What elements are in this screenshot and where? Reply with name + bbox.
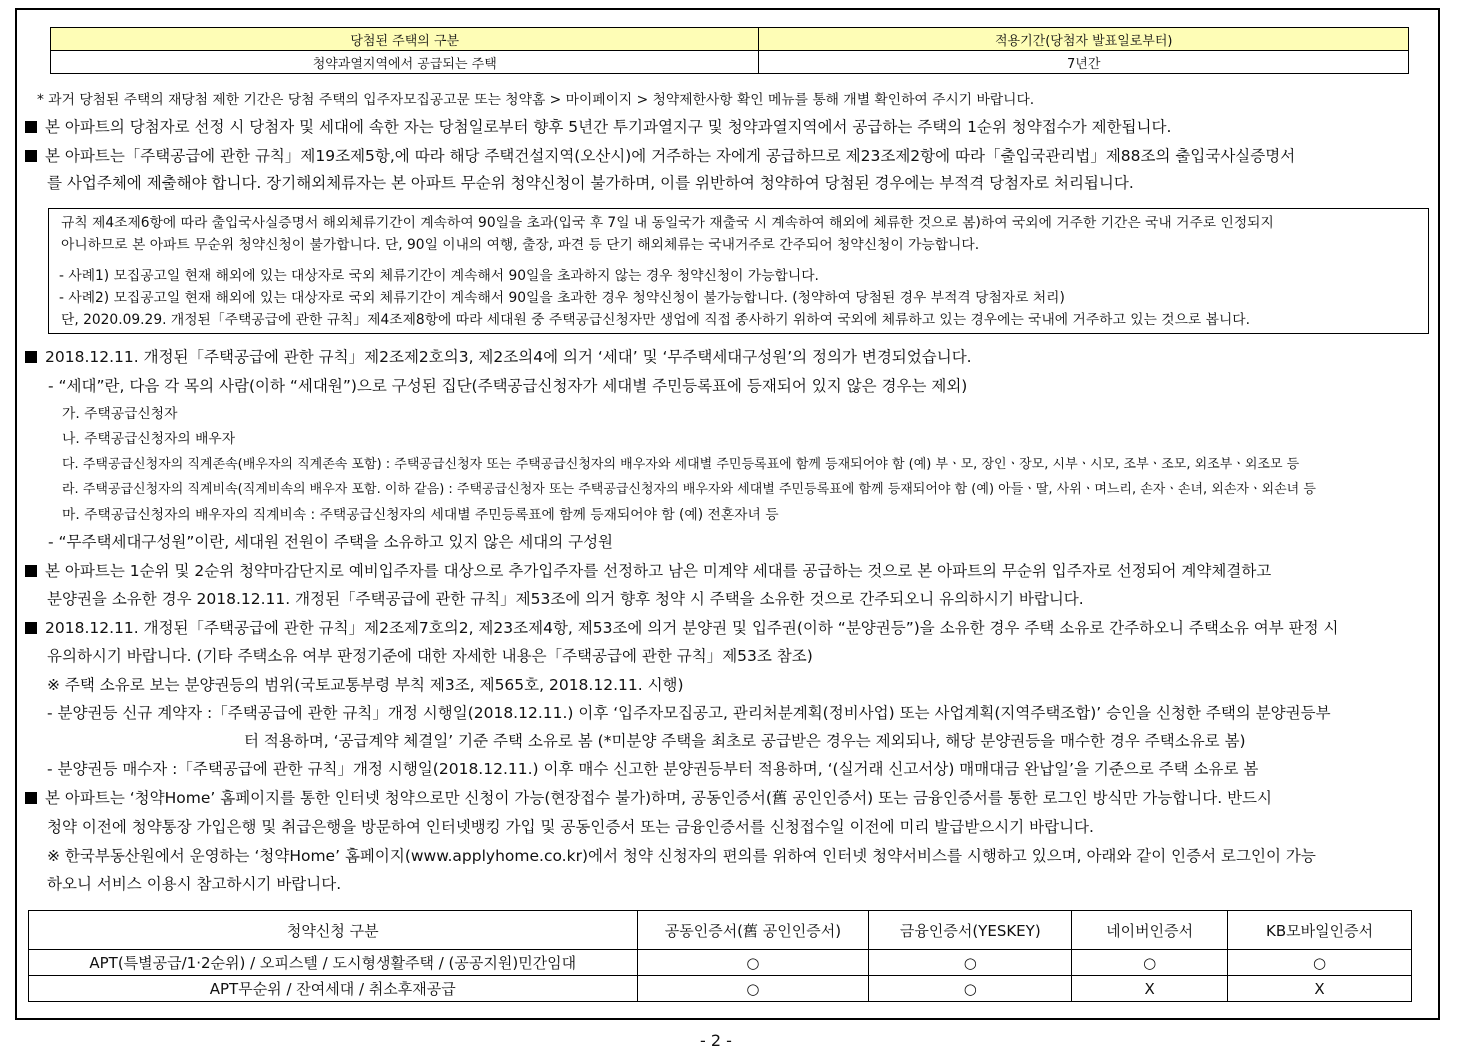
overseas-stay-notice-box	[48, 208, 1429, 334]
notice-line: 규칙 제4조제6항에 따라 출입국사실증명서 해외체류기간이 계속하여 90일을 초과(입국 후 7일 내 동일국가 재출국 시 계속하여 해외에 체류한 것으로 봄)하여 국외에 거주한 기간은 국내 거주로 인정되지	[61, 215, 1274, 231]
bullet-square-icon	[25, 622, 37, 634]
paragraph-internet-application	[25, 788, 1272, 808]
bullet-square-icon	[25, 150, 37, 162]
page-number: - 2 -	[700, 1031, 732, 1050]
cert-cell: ○	[637, 950, 869, 976]
paragraph-text: 본 아파트의 당첨자로 선정 시 당첨자 및 세대에 속한 자는 당첨일로부터 향후 5년간 투기과열지구 및 청약과열지역에서 공급하는 주택의 1순위 청약접수가 제한됩니다.	[45, 118, 1172, 136]
paragraph-text: 2018.12.11. 개정된「주택공급에 관한 규칙」제2조제2호의3, 제2조의4에 의거 ‘세대’ 및 ‘무주택세대구성원’의 정의가 변경되었습니다.	[45, 348, 972, 366]
definition-household: - “세대”란, 다음 각 목의 사람(이하 “세대원”)으로 구성된 집단(주택공급신청자가 세대별 주민등록표에 등재되어 있지 않은 경우는 제외)	[48, 377, 968, 395]
table-header-cell: 금융인증서(YESKEY)	[869, 911, 1072, 950]
paragraph-residence-cont: 를 사업주체에 제출해야 합니다. 장기해외체류자는 본 아파트 무순위 청약신청이 불가하며, 이를 위반하여 청약하여 당첨된 경우에는 부적격 당첨자로 처리됩니다.	[47, 174, 1134, 192]
definition-item: 다. 주택공급신청자의 직계존속(배우자의 직계존속 포함) : 주택공급신청자 또는 주택공급신청자의 배우자와 세대별 주민등록표에 함께 등재되어야 함 (예) 부ㆍ모, 장인ㆍ장모, 시부ㆍ시모, 조부ㆍ조모, 외조부ㆍ외조모 등	[62, 457, 1300, 472]
presale-rights-new-contract: - 분양권등 신규 계약자 :「주택공급에 관한 규칙」개정 시행일(2018.12.11.) 이후 ‘입주자모집공고, 관리처분계획(정비사업) 또는 사업계획(지역주택조합)’ 승인을 신청한 주택의 분양권등부	[47, 704, 1331, 722]
cert-cell: ○	[869, 950, 1072, 976]
cert-cell: ○	[637, 976, 869, 1002]
table-header-cell: 적용기간(당첨자 발표일로부터)	[759, 28, 1409, 51]
table-header-cell: KB모바일인증서	[1228, 911, 1412, 950]
paragraph-internet-application-cont: 청약 이전에 청약통장 가입은행 및 취급은행을 방문하여 인터넷뱅킹 가입 및 공동인증서 또는 금융인증서를 신청접수일 이전에 미리 발급받으시기 바랍니다.	[47, 818, 1094, 836]
notice-line: 아니하므로 본 아파트 무순위 청약신청이 불가합니다. 단, 90일 이내의 여행, 출장, 파견 등 단기 해외체류는 국내거주로 간주되어 청약신청이 가능합니다.	[61, 237, 980, 253]
paragraph-unranked-supply	[25, 561, 1271, 581]
cert-cell: X	[1072, 976, 1228, 1002]
definition-item: 라. 주택공급신청자의 직계비속(직계비속의 배우자 포함. 이하 같음) : 주택공급신청자 또는 주택공급신청자의 배우자와 세대별 주민등록표에 함께 등재되어야 함 (예) 아들ㆍ딸, 사위ㆍ며느리, 손자ㆍ손녀, 외손자ㆍ외손녀 등	[62, 482, 1316, 497]
table-header-cell: 네이버인증서	[1072, 911, 1228, 950]
table-header-cell: 청약신청 구분	[29, 911, 638, 950]
applyhome-notice: ※ 한국부동산원에서 운영하는 ‘청약Home’ 홈페이지(www.applyhome.co.kr)에서 청약 신청자의 편의를 위하여 인터넷 청약서비스를 시행하고 있으며, 아래와 같이 인증서 로그인이 가능	[47, 847, 1316, 865]
definition-item: 마. 주택공급신청자의 배우자의 직계비속 : 주택공급신청자의 세대별 주민등록표에 함께 등재되어야 함 (예) 전혼자녀 등	[62, 507, 779, 523]
cert-cell: ○	[1072, 950, 1228, 976]
cert-cell: ○	[1228, 950, 1412, 976]
row-label: APT무순위 / 잔여세대 / 취소후재공급	[29, 976, 638, 1002]
paragraph-presale-rights	[25, 618, 1338, 638]
definition-item: 나. 주택공급신청자의 배우자	[62, 431, 236, 447]
table-row	[29, 976, 1412, 1002]
table-header-cell: 당첨된 주택의 구분	[51, 28, 759, 51]
row-label: APT(특별공급/1·2순위) / 오피스텔 / 도시형생활주택 / (공공지원)민간임대	[29, 950, 638, 976]
table-cell: 7년간	[759, 51, 1409, 74]
paragraph-text: 본 아파트는 ‘청약Home’ 홈페이지를 통한 인터넷 청약으로만 신청이 가능(현장접수 불가)하며, 공동인증서(舊 공인인증서) 또는 금융인증서를 통한 로그인 방식만 가능합니다. 반드시	[45, 789, 1272, 807]
notice-line: - 사례1) 모집공고일 현재 해외에 있는 대상자로 국외 체류기간이 계속해서 90일을 초과하지 않는 경우 청약신청이 가능합니다.	[59, 268, 819, 284]
cert-cell: X	[1228, 976, 1412, 1002]
bullet-square-icon	[25, 565, 37, 577]
table-cell: 청약과열지역에서 공급되는 주택	[51, 51, 759, 74]
applyhome-notice-cont: 하오니 서비스 이용시 참고하시기 바랍니다.	[47, 875, 342, 893]
paragraph-text: 본 아파트는「주택공급에 관한 규칙」제19조제5항,에 따라 해당 주택건설지역(오산시)에 거주하는 자에게 공급하므로 제23조제2항에 따라「출입국관리법」제88조의 출입국사실증명서	[45, 147, 1296, 165]
presale-rights-scope: ※ 주택 소유로 보는 분양권등의 범위(국토교통부령 부칙 제3조, 제565호, 2018.12.11. 시행)	[47, 676, 684, 694]
bullet-square-icon	[25, 121, 37, 133]
paragraph-unranked-supply-cont: 분양권을 소유한 경우 2018.12.11. 개정된「주택공급에 관한 규칙」제53조에 의거 향후 청약 시 주택을 소유한 것으로 간주되오니 유의하시기 바랍니다.	[47, 590, 1084, 608]
definition-homeless-member: - “무주택세대구성원”이란, 세대원 전원이 주택을 소유하고 있지 않은 세대의 구성원	[48, 533, 614, 551]
bullet-square-icon	[25, 351, 37, 363]
notice-line: - 사례2) 모집공고일 현재 해외에 있는 대상자로 국외 체류기간이 계속해서 90일을 초과한 경우 청약신청이 불가능합니다. (청약하여 당첨된 경우 부적격 당첨자로 처리)	[59, 290, 1065, 306]
presale-rights-buyer: - 분양권등 매수자 :「주택공급에 관한 규칙」개정 시행일(2018.12.11.) 이후 매수 신고한 분양권등부터 적용하며, ‘(실거래 신고서상) 매매대금 완납일’을 기준으로 주택 소유로 봄	[47, 760, 1259, 778]
paragraph-presale-rights-cont: 유의하시기 바랍니다. (기타 주택소유 여부 판정기준에 대한 자세한 내용은「주택공급에 관한 규칙」제53조 참조)	[47, 647, 813, 665]
reapplication-period-table	[50, 27, 1409, 74]
paragraph-household-definition	[25, 347, 972, 367]
table-row	[29, 950, 1412, 976]
cert-cell: ○	[869, 976, 1072, 1002]
paragraph-residence	[25, 146, 1295, 166]
definition-item: 가. 주택공급신청자	[62, 406, 178, 422]
notice-line: 단, 2020.09.29. 개정된「주택공급에 관한 규칙」제4조제8항에 따라 세대원 중 주택공급신청자만 생업에 직접 종사하기 위하여 국외에 체류하고 있는 경우에는 국내에 거주하고 있는 것으로 봅니다.	[61, 312, 1250, 328]
bullet-square-icon	[25, 792, 37, 804]
note-star: * 과거 당첨된 주택의 재당첨 제한 기간은 당첨 주택의 입주자모집공고문 또는 청약홈 > 마이페이지 > 청약제한사항 확인 메뉴를 통해 개별 확인하여 주시기 바랍니다.	[37, 92, 1035, 108]
paragraph-text: 본 아파트는 1순위 및 2순위 청약마감단지로 예비입주자를 대상으로 추가입주자를 선정하고 남은 미계약 세대를 공급하는 것으로 본 아파트의 무순위 입주자로 선정되어 계약체결하고	[45, 562, 1272, 580]
paragraph-text: 2018.12.11. 개정된「주택공급에 관한 규칙」제2조제7호의2, 제23조제4항, 제53조에 의거 분양권 및 입주권(이하 “분양권등”)을 소유한 경우 주택 소유로 간주하오니 주택소유 여부 판정 시	[45, 619, 1339, 637]
certificate-login-table	[28, 910, 1412, 1002]
paragraph-restriction	[25, 117, 1171, 137]
presale-rights-new-contract-cont: 터 적용하며, ‘공급계약 체결일’ 기준 주택 소유로 봄 (*미분양 주택을 최초로 공급받은 경우는 제외되나, 해당 분양권등을 매수한 경우 주택소유로 봄)	[244, 732, 1246, 750]
table-header-cell: 공동인증서(舊 공인인증서)	[637, 911, 869, 950]
